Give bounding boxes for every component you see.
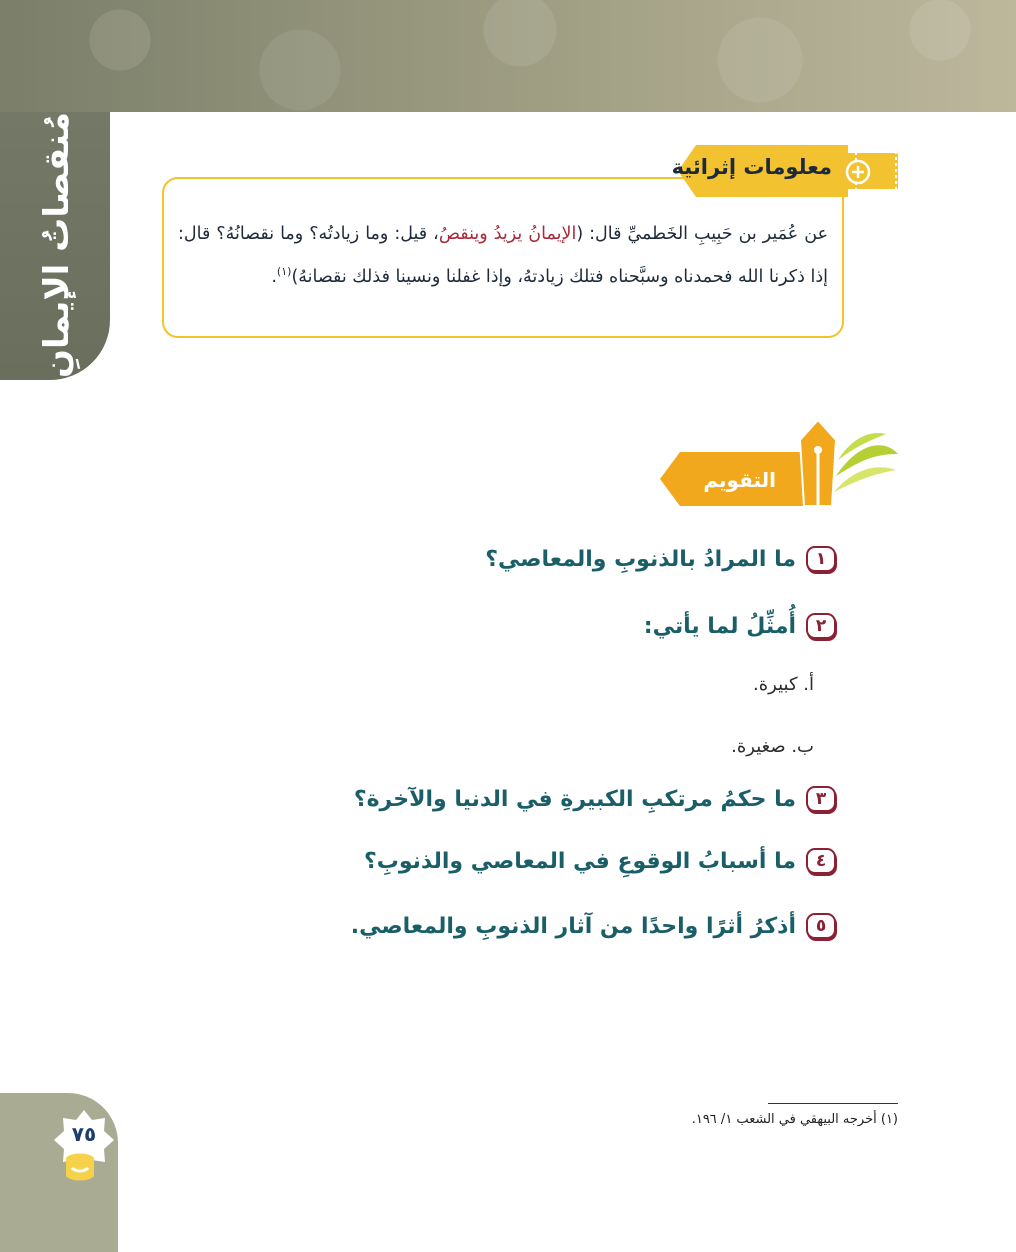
leaf-icon	[834, 433, 898, 492]
footnote-ref: (١)	[276, 265, 292, 278]
question-number: ١	[806, 546, 836, 572]
enrichment-text-end: .	[271, 266, 277, 287]
question-text: ما المرادُ بالذنوبِ والمعاصي؟	[485, 546, 796, 572]
question-2	[644, 613, 836, 639]
publisher-mark-icon	[60, 1150, 100, 1184]
footnote-rule	[768, 1103, 898, 1104]
top-decorative-band	[0, 0, 1016, 112]
enrichment-text-part2: ، قيل: وما زيادتُه؟ وما نقصانُهُ؟ قال: إذا ذكرنا الله فحمدناه وسبَّحناه فتلك زيادتهُ، وإذا غفلنا ونسينا فذلك نقصانهُ)	[178, 224, 828, 287]
evaluation-label: التقويم	[703, 468, 776, 492]
enrichment-text-part1: عن عُمَير بن حَبِيبِ الخَطميِّ قال: (	[576, 224, 829, 244]
question-number: ٣	[806, 786, 836, 812]
enrichment-label: معلومات إثرائية	[671, 155, 832, 179]
enrichment-text	[178, 216, 828, 296]
question-text: أُمثِّلُ لما يأتي:	[643, 613, 796, 639]
evaluation-banner	[660, 420, 900, 510]
plus-circle-icon	[847, 161, 869, 183]
sub-item-b: ب. صغيرة.	[731, 736, 814, 757]
pen-nib-icon	[800, 420, 836, 506]
footnote: (١) أخرجه البيهقي في الشعب ١/ ١٩٦.	[691, 1112, 898, 1127]
question-5	[351, 913, 836, 939]
sub-item-a: أ. كبيرة.	[753, 674, 814, 695]
question-text: أذكرُ أثرًا واحدًا من آثار الذنوبِ والمعاصي.	[350, 913, 796, 939]
question-1	[485, 546, 836, 572]
question-number: ٢	[806, 613, 836, 639]
enrichment-tab	[660, 143, 900, 199]
question-text: ما أسبابُ الوقوعِ في المعاصي والذنوبِ؟	[363, 848, 796, 874]
page-number: ٧٥	[71, 1122, 97, 1146]
chapter-title-wrap	[22, 112, 92, 378]
question-3	[354, 786, 836, 812]
question-number: ٤	[806, 848, 836, 874]
enrichment-text-highlight: الإيمانُ يزيدُ وينقصُ	[438, 224, 577, 244]
question-4	[364, 848, 836, 874]
question-number: ٥	[806, 913, 836, 939]
chapter-title: مُنقصاتُ الإيمانِ	[37, 112, 77, 378]
question-text: ما حكمُ مرتكبِ الكبيرةِ في الدنيا والآخرة؟	[353, 786, 796, 812]
